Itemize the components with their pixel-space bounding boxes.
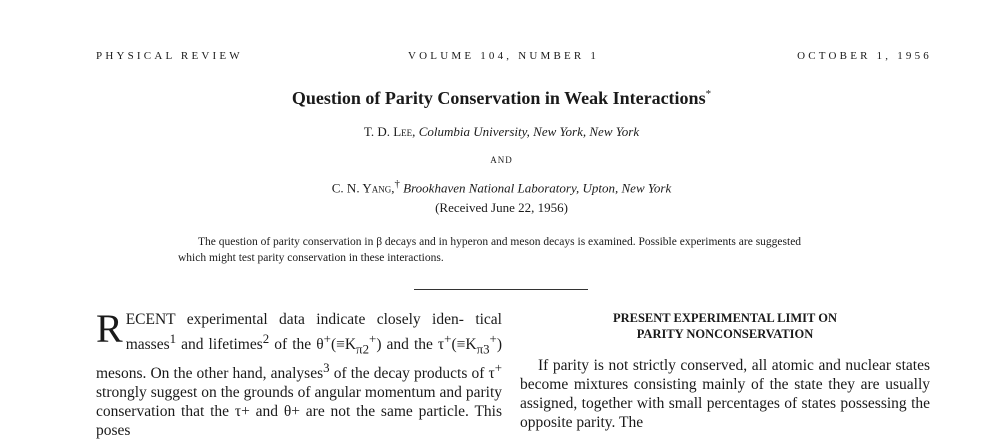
section-heading	[520, 310, 930, 342]
section-heading-line: PRESENT EXPERIMENTAL LIMIT ON	[612, 311, 837, 325]
superscript: +	[489, 331, 497, 346]
body-paragraph: If parity is not strictly conserved, all atomic and nuclear states become mixtures consisting mainly of the state they are usually assigned, together with small percentages of states possessing the opposite parity. The	[520, 357, 930, 431]
author-name: T. D. Lee,	[363, 124, 416, 139]
author-affiliation: Brookhaven National Laboratory, Upton, New York	[403, 180, 672, 196]
superscript: +	[494, 360, 503, 376]
volume-number: VOLUME 104, NUMBER 1	[408, 50, 600, 62]
drop-cap: R	[96, 306, 123, 351]
body-line: (≡K	[330, 336, 357, 354]
reference-mark: 2	[262, 331, 270, 346]
and-separator: AND	[490, 155, 513, 165]
body-line: strongly suggest on the	[96, 384, 240, 402]
body-line: tical masses	[125, 311, 502, 354]
right-column	[520, 310, 930, 432]
section-divider	[414, 289, 588, 290]
subscript: π2	[356, 341, 370, 357]
author-name: C. N. Yang,	[331, 180, 395, 196]
body-line: ) and	[376, 336, 409, 354]
body-line: (≡K	[451, 336, 477, 354]
issue-date: OCTOBER 1, 1956	[797, 50, 932, 62]
superscript: +	[323, 331, 331, 346]
body-line: ECENT experimental data indicate closely iden-	[125, 311, 464, 328]
body-line: ) mesons. On the other hand, analyses	[96, 336, 502, 383]
body-line: the τ	[413, 336, 445, 354]
subscript: π3	[476, 341, 490, 357]
abstract	[178, 234, 826, 266]
author-line-2	[0, 178, 1003, 196]
left-column	[96, 306, 503, 440]
author-footnote-mark: †	[394, 178, 400, 190]
body-line: grounds of angular momentum and parity conservation	[96, 384, 502, 421]
superscript: +	[369, 331, 377, 346]
received-date: (Received June 22, 1956)	[435, 200, 568, 215]
body-line: of the θ	[269, 336, 324, 354]
body-line: of the decay products of τ	[333, 365, 495, 383]
abstract-text: The question of parity conservation in β decays and in hyperon and meson decays is examined. Possible experiments are suggested which might test parity conservation in these interactions.	[178, 236, 802, 264]
running-header	[96, 50, 932, 66]
body-line: that the τ+ and θ+ are not the same particle. This poses	[96, 403, 503, 440]
author-line-1	[0, 124, 1003, 140]
reference-mark: 3	[323, 360, 330, 376]
paper-title-text: Question of Parity Conservation in Weak Interactions	[291, 88, 706, 108]
journal-name: PHYSICAL REVIEW	[96, 50, 243, 62]
title-footnote-mark: *	[705, 88, 712, 100]
reference-mark: 1	[169, 331, 177, 346]
paper-title	[0, 88, 1003, 109]
superscript: +	[444, 331, 452, 346]
author-affiliation: Columbia University, New York, New York	[418, 124, 640, 139]
intro-paragraph	[96, 306, 503, 440]
section-heading-line: PARITY NONCONSERVATION	[636, 327, 814, 341]
body-line: and lifetimes	[176, 336, 263, 354]
